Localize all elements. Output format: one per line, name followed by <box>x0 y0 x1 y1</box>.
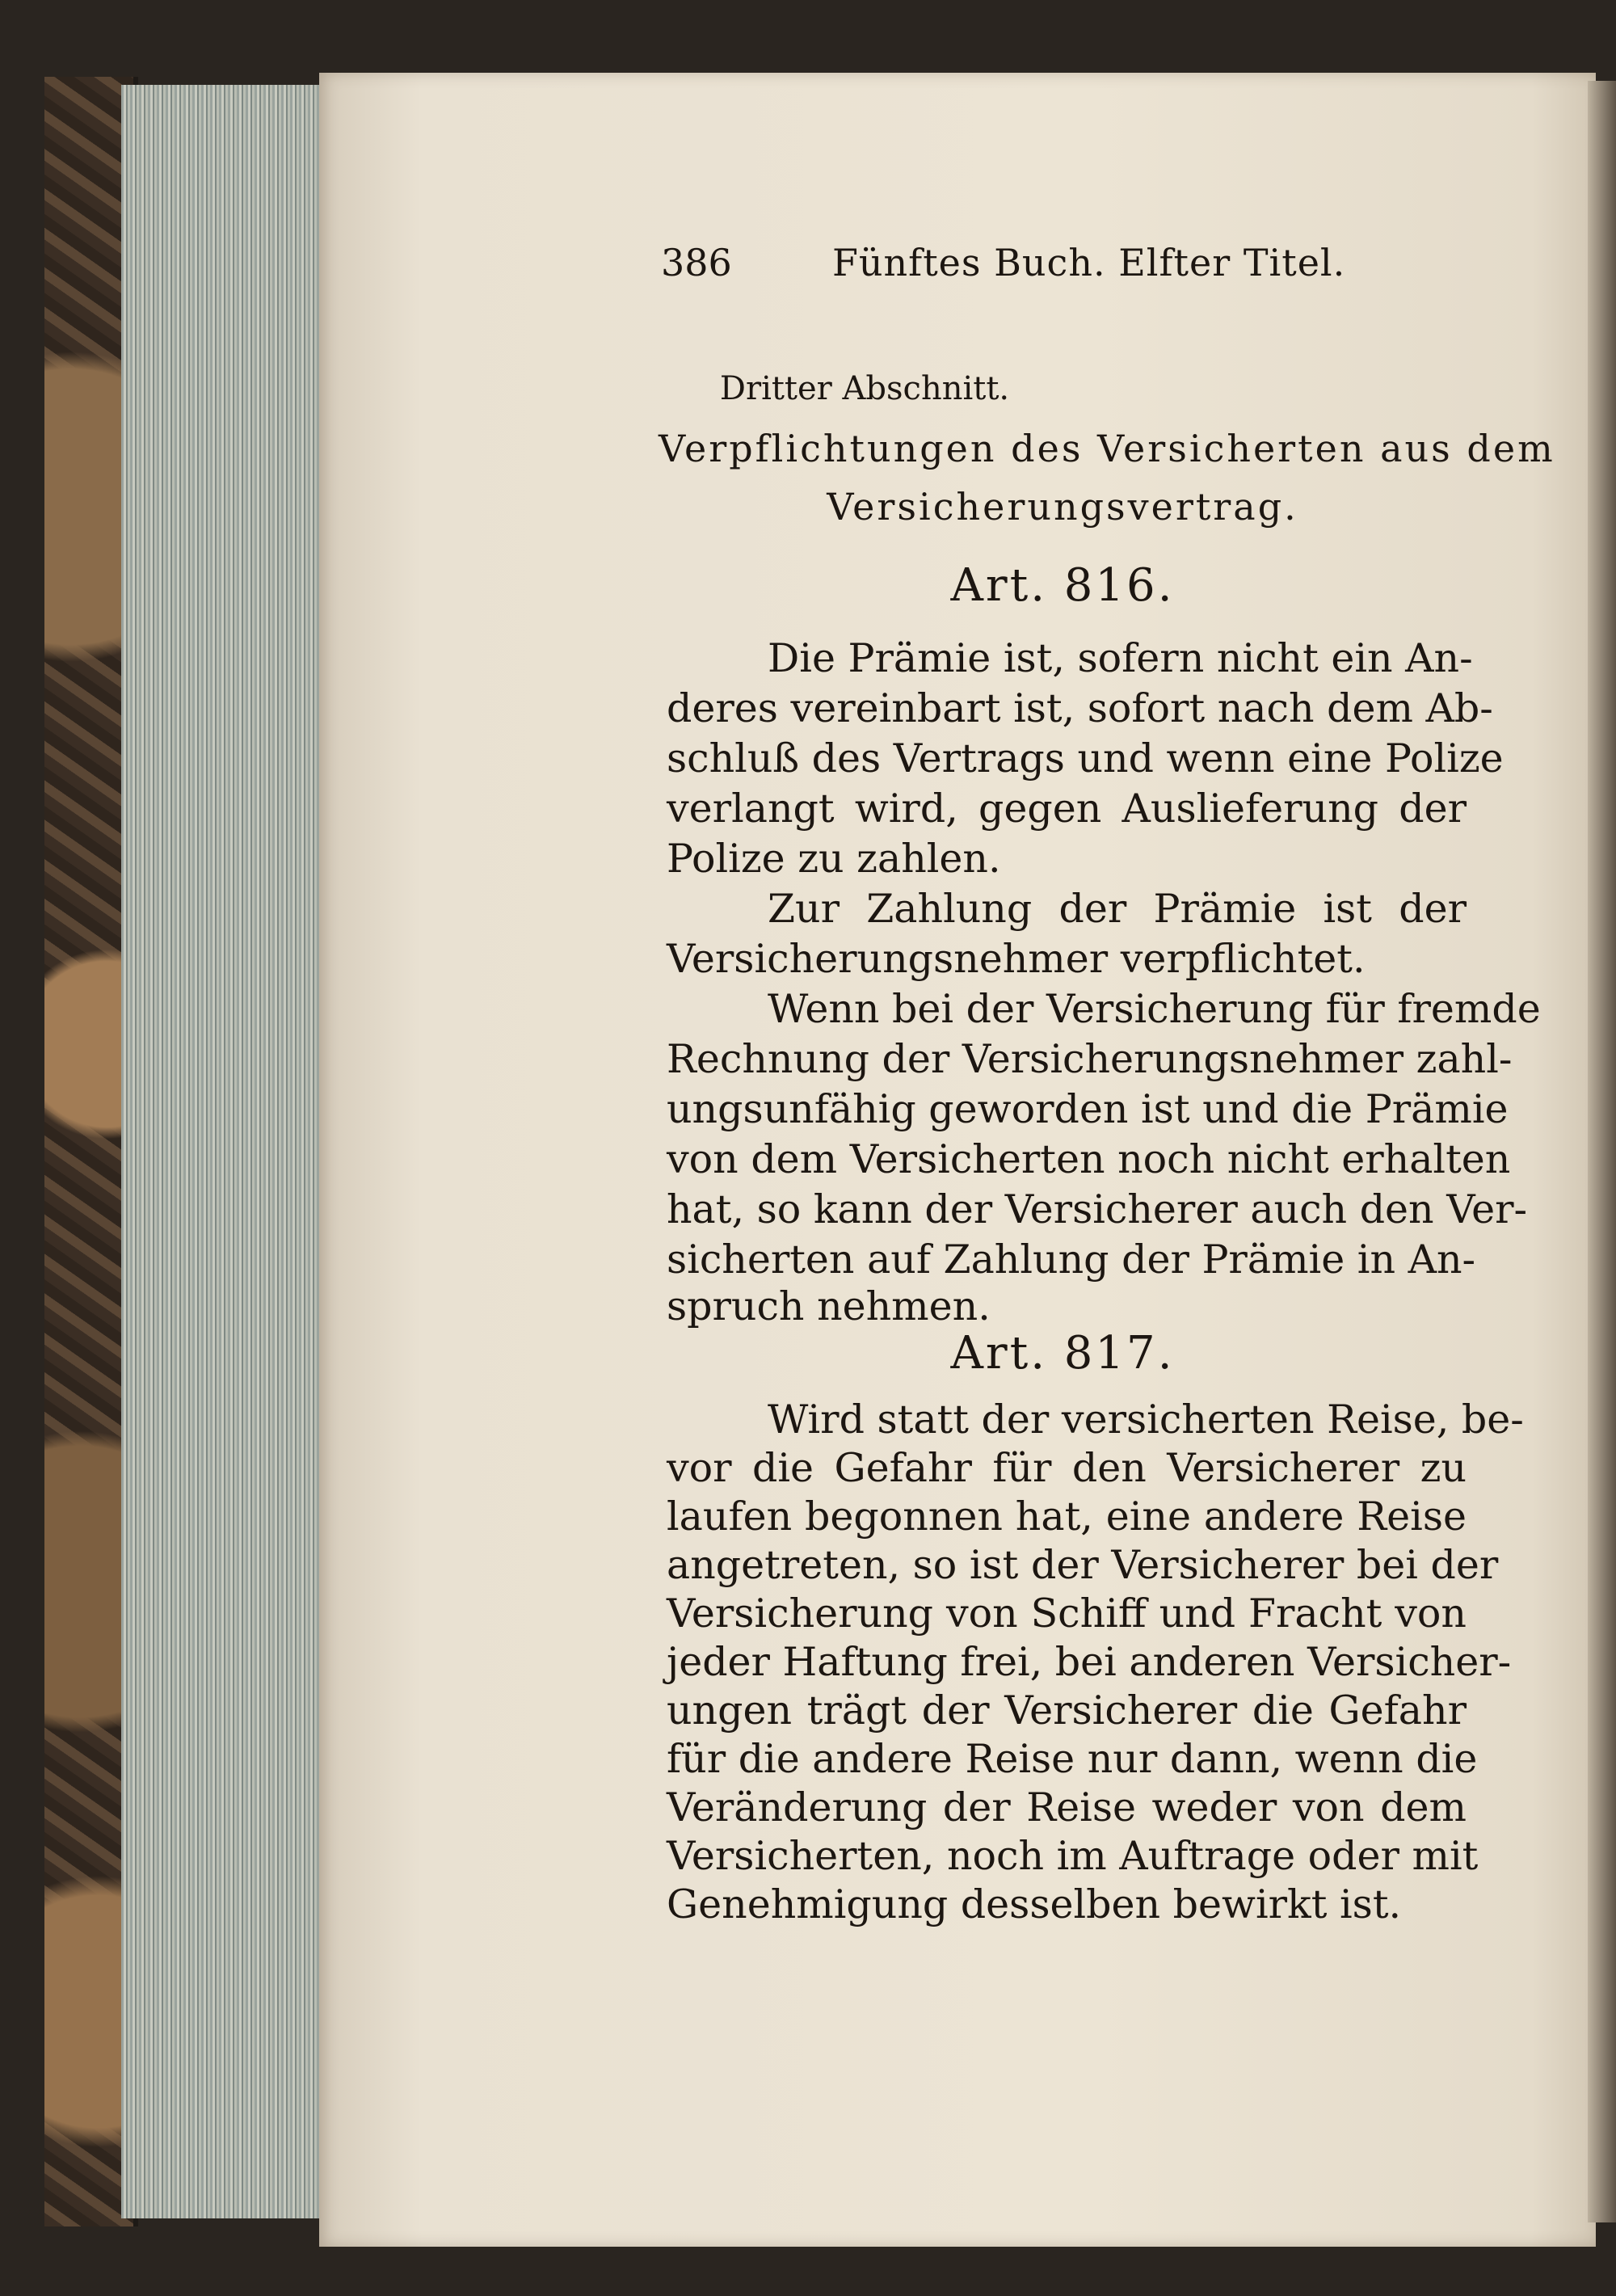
text-line: Wird statt der versicherten Reise, be- <box>768 1397 1524 1443</box>
text-line: Wenn bei der Versicherung für fremde <box>768 986 1541 1032</box>
text-line: deres vereinbart ist, sofort nach dem Ab- <box>667 685 1493 731</box>
text-line: laufen begonnen hat, eine andere Reise <box>667 1493 1467 1540</box>
text-line: Versicherten, noch im Auftrage oder mit <box>667 1833 1479 1879</box>
text-line: hat, so kann der Versicherer auch den Ver- <box>667 1186 1528 1232</box>
text-line: ungsunfähig geworden ist und die Prämie <box>667 1086 1509 1132</box>
text-line: Genehmigung desselben bewirkt ist. <box>667 1881 1402 1927</box>
text-line: von dem Versicherten noch nicht erhalten <box>667 1136 1511 1182</box>
article-heading-816: Art. 816. <box>950 559 1175 612</box>
text-line: für die andere Reise nur dann, wenn die <box>667 1736 1478 1782</box>
text-line: Versicherung von Schiff und Fracht von <box>667 1590 1467 1637</box>
section-subtitle: Dritter Abschnitt. <box>719 370 1010 407</box>
text-line: verlangt wird, gegen Auslieferung der <box>667 786 1467 832</box>
text-line: Polize zu zahlen. <box>667 836 1001 882</box>
section-title-line-1: Verpflichtungen des Versicherten aus dem <box>659 427 1555 470</box>
text-line: schluß des Vertrags und wenn eine Polize <box>667 735 1504 781</box>
text-line: Veränderung der Reise weder von dem <box>667 1784 1467 1830</box>
text-line: Rechnung der Versicherungsnehmer zahl- <box>667 1036 1513 1082</box>
text-line: spruch nehmen. <box>667 1283 991 1329</box>
page-number: 386 <box>661 241 732 284</box>
article-heading-817: Art. 817. <box>950 1327 1175 1380</box>
text-line: angetreten, so ist der Versicherer bei der <box>667 1542 1499 1588</box>
text-line: Zur Zahlung der Prämie ist der <box>768 886 1467 932</box>
running-title: Fünftes Buch. Elfter Titel. <box>832 241 1346 284</box>
text-line: Versicherungsnehmer verpflichtet. <box>667 936 1366 982</box>
text-line: vor die Gefahr für den Versicherer zu <box>667 1445 1467 1491</box>
section-title-line-2: Versicherungsvertrag. <box>827 485 1298 529</box>
text-line: sicherten auf Zahlung der Prämie in An- <box>667 1236 1476 1283</box>
text-line: ungen trägt der Versicherer die Gefahr <box>667 1687 1467 1734</box>
text-line: Die Prämie ist, sofern nicht ein An- <box>768 635 1473 681</box>
text-line: jeder Haftung frei, bei anderen Versicher- <box>667 1639 1512 1685</box>
